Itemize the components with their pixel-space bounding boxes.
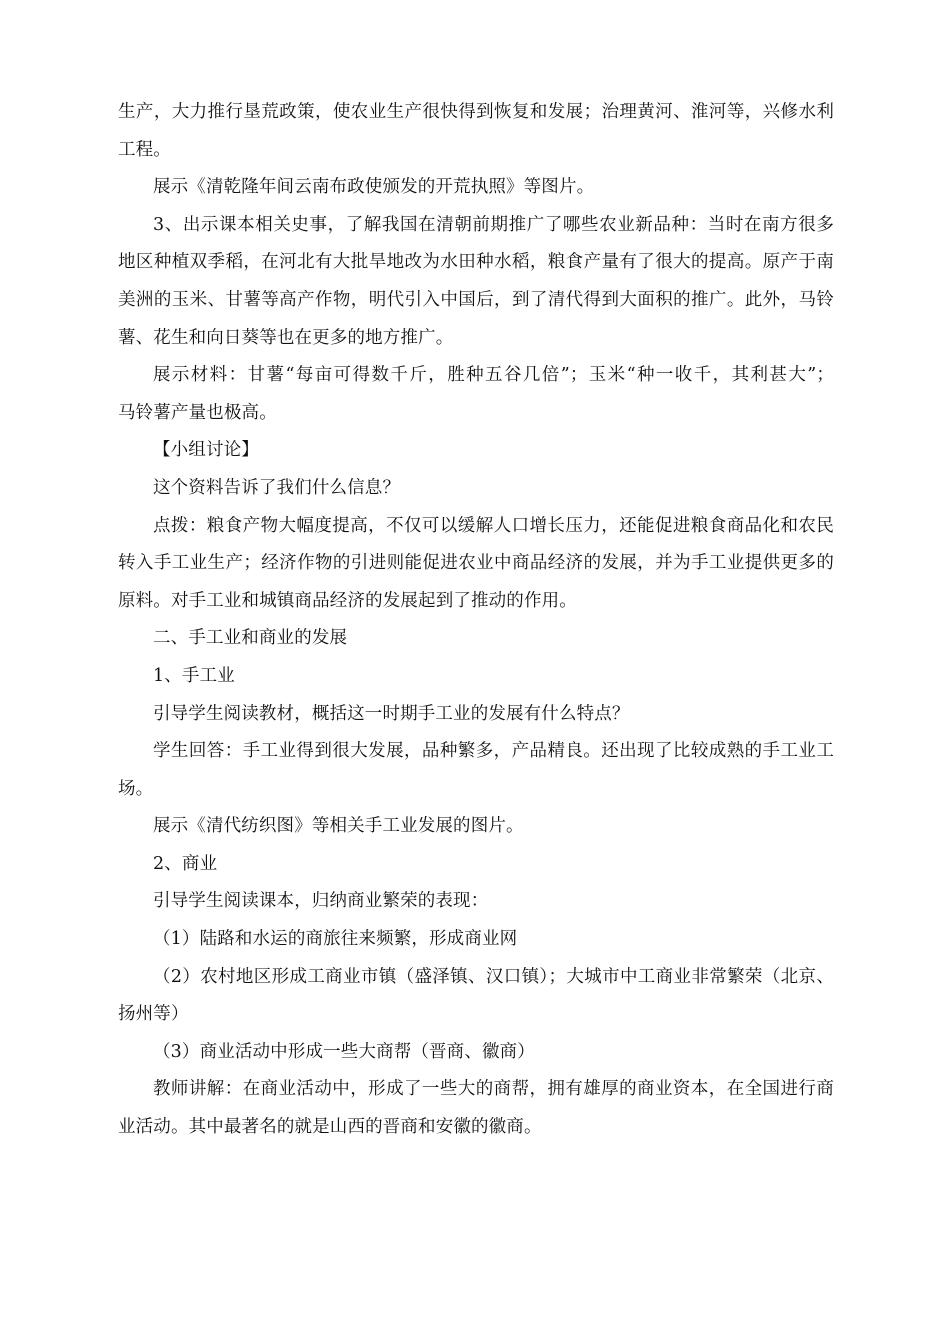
paragraph-line: 地区种植双季稻，在河北有大批旱地改为水田种水稻，粮食产量有了很大的提高。原产于南 — [118, 252, 834, 273]
paragraph-line: 马铃薯产量也极高。 — [118, 402, 277, 423]
paragraph-line: 美洲的玉米、甘薯等高产作物，明代引入中国后，到了清代得到大面积的推广。此外，马铃 — [118, 289, 834, 310]
list-item: 扬州等） — [118, 1004, 189, 1025]
paragraph-line: 学生回答：手工业得到很大发展，品种繁多，产品精良。还出现了比较成熟的手工业工 — [153, 741, 834, 762]
list-item: （3）商业活动中形成一些大商帮（晋商、徽商） — [153, 1041, 535, 1062]
paragraph-line: 展示材料：甘薯“每亩可得数千斤，胜种五谷几倍”；玉米“种一收千，其利甚大”； — [153, 365, 834, 386]
document-body — [118, 94, 834, 1147]
list-item: （1）陆路和水运的商旅往来频繁，形成商业网 — [153, 929, 518, 950]
paragraph-line: 引导学生阅读课本，归纳商业繁荣的表现： — [153, 891, 489, 912]
paragraph-line: 展示《清代纺织图》等相关手工业发展的图片。 — [153, 816, 524, 837]
paragraph-line: 这个资料告诉了我们什么信息？ — [153, 477, 401, 498]
paragraph-line: 工程。 — [118, 139, 171, 160]
paragraph-line: 点拨：粮食产物大幅度提高，不仅可以缓解人口增长压力，还能促进粮食商品化和农民 — [153, 515, 834, 536]
section-heading: 二、手工业和商业的发展 — [153, 628, 348, 649]
paragraph-line: 转入手工业生产；经济作物的引进则能促进农业中商品经济的发展，并为手工业提供更多的 — [118, 553, 834, 574]
paragraph-line: 业活动。其中最著名的就是山西的晋商和安徽的徽商。 — [118, 1117, 542, 1138]
paragraph-line: 薯、花生和向日葵等也在更多的地方推广。 — [118, 327, 454, 348]
paragraph-line: 原料。对手工业和城镇商品经济的发展起到了推动的作用。 — [118, 590, 577, 611]
section-heading: 【小组讨论】 — [153, 440, 259, 461]
list-item: （2）农村地区形成工商业市镇（盛泽镇、汉口镇）；大城市中工商业非常繁荣（北京、 — [153, 966, 834, 987]
paragraph-line: 引导学生阅读教材，概括这一时期手工业的发展有什么特点？ — [153, 703, 630, 724]
paragraph-line: 生产，大力推行垦荒政策，使农业生产很快得到恢复和发展；治理黄河、淮河等，兴修水利 — [118, 102, 834, 122]
subsection-heading: 1、手工业 — [153, 665, 235, 686]
subsection-heading: 2、商业 — [153, 853, 218, 874]
paragraph-line: 场。 — [118, 778, 154, 799]
paragraph-line: 3、出示课本相关史事，了解我国在清朝前期推广了哪些农业新品种：当时在南方很多 — [153, 214, 834, 235]
paragraph-line: 教师讲解：在商业活动中，形成了一些大的商帮，拥有雄厚的商业资本，在全国进行商 — [153, 1079, 834, 1100]
paragraph-line: 展示《清乾隆年间云南布政使颁发的开荒执照》等图片。 — [153, 177, 595, 198]
